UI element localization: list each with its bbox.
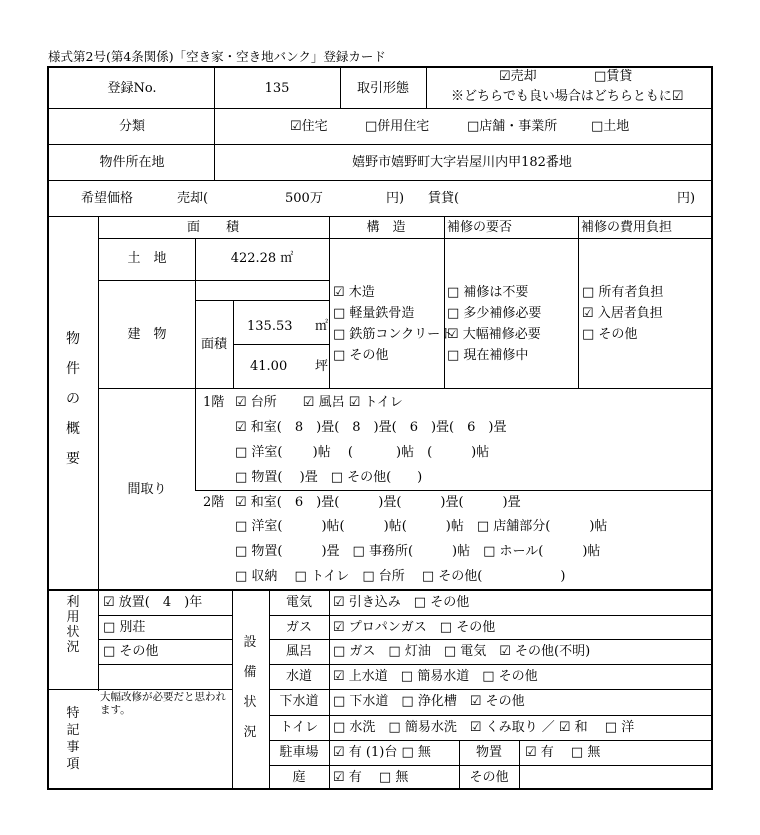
- cost-owner-checkbox[interactable]: □ 所有者負担: [582, 285, 664, 300]
- parking-label: 駐車場: [279, 745, 319, 760]
- reg-no-value: 135: [264, 81, 290, 96]
- equipment-label-bath: 風呂: [285, 644, 313, 659]
- floor2-line: □ 洋室( )帖( )帖( )帖 □ 店舗部分( )帖: [235, 519, 608, 534]
- structure-other-checkbox[interactable]: □ その他: [333, 348, 389, 363]
- price-label: 希望価格: [81, 191, 134, 206]
- trade-rent-checkbox[interactable]: □賃貸: [594, 69, 633, 84]
- building-area-m2: 135.53: [247, 319, 293, 334]
- usage-villa-checkbox[interactable]: □ 別荘: [103, 620, 146, 635]
- reg-no-label: 登録No.: [107, 81, 157, 96]
- other-label: その他: [469, 770, 509, 785]
- repair-none-checkbox[interactable]: □ 補修は不要: [447, 285, 529, 300]
- trade-note: ※どちらでも良い場合はどちらともに☑: [451, 89, 684, 104]
- floor1-label: 1階: [203, 395, 225, 410]
- layout-label: 間取り: [127, 482, 167, 497]
- location-value: 嬉野市嬉野町大字岩屋川内甲182番地: [352, 155, 572, 170]
- equipment-label-water: 水道: [285, 669, 313, 684]
- floor1-line: ☑ 和室( 8 )畳( 8 )畳( 6 )畳( 6 )畳: [235, 420, 507, 435]
- garden-label: 庭: [292, 770, 306, 785]
- unit-tsubo: 坪: [315, 359, 329, 374]
- overview-label: 物件の概要: [66, 331, 80, 467]
- floor1-line: ☑ 台所 ☑ 風呂 ☑ トイレ: [235, 395, 403, 410]
- garden-value: ☑ 有 □ 無: [333, 770, 409, 785]
- floor2-line: □ 物置( )畳 □ 事務所( )帖 □ ホール( )帖: [235, 544, 601, 559]
- building-label: 建 物: [127, 327, 167, 342]
- repair-minor-checkbox[interactable]: □ 多少補修必要: [447, 306, 542, 321]
- trade-sale-checkbox[interactable]: ☑売却: [499, 69, 537, 84]
- registration-card: [47, 66, 713, 790]
- equipment-label-toilet: トイレ: [279, 720, 319, 735]
- cost-tenant-checkbox[interactable]: ☑ 入居者負担: [582, 306, 663, 321]
- parking-value: ☑ 有 (1)台 □ 無: [333, 745, 431, 760]
- trade-label: 取引形態: [356, 81, 410, 96]
- equipment-label-electric: 電気: [285, 595, 313, 610]
- floor2-line: ☑ 和室( 6 )畳( )畳( )畳( )畳: [235, 495, 521, 510]
- storage-label: 物置: [475, 745, 503, 760]
- equipment-label-gas: ガス: [285, 620, 313, 635]
- structure-concrete-checkbox[interactable]: □ 鉄筋コンクリート: [333, 327, 454, 342]
- building-area-label: 面積: [200, 337, 228, 352]
- structure-header: 構 造: [366, 220, 406, 235]
- price-sale-label: 売却(: [177, 191, 209, 206]
- repair-ongoing-checkbox[interactable]: □ 現在補修中: [447, 348, 529, 363]
- cost-header: 補修の費用負担: [581, 220, 673, 235]
- floor1-line: □ 物置( )畳 □ その他( ): [235, 470, 423, 485]
- land-area: 422.28 ㎡: [230, 251, 294, 266]
- structure-steel-checkbox[interactable]: □ 軽量鉄骨造: [333, 306, 415, 321]
- unit-m2: ㎡: [315, 319, 329, 334]
- floor2-label: 2階: [203, 495, 225, 510]
- category-label: 分類: [118, 119, 146, 134]
- repair-major-checkbox[interactable]: ☑ 大幅補修必要: [447, 327, 541, 342]
- equipment-water-value: ☑ 上水道 □ 簡易水道 □ その他: [333, 669, 538, 684]
- location-label: 物件所在地: [99, 155, 165, 170]
- price-rent-label: 賃貸(: [428, 191, 460, 206]
- usage-abandoned-checkbox[interactable]: ☑ 放置( 4 )年: [103, 595, 203, 610]
- area-header: 面 積: [186, 220, 240, 235]
- storage-value: ☑ 有 □ 無: [525, 745, 601, 760]
- form-caption: 様式第2号(第4条関係)「空き家・空き地バンク」登録カード: [48, 49, 386, 64]
- equipment-electric-value: ☑ 引き込み □ その他: [333, 595, 470, 610]
- equipment-bath-value: □ ガス □ 灯油 □ 電気 ☑ その他(不明): [333, 644, 591, 659]
- category-house-checkbox[interactable]: ☑住宅: [290, 119, 328, 134]
- equipment-gas-value: ☑ プロパンガス □ その他: [333, 620, 496, 635]
- cost-other-checkbox[interactable]: □ その他: [582, 327, 638, 342]
- building-area-tsubo: 41.00: [250, 359, 288, 374]
- usage-other-checkbox[interactable]: □ その他: [103, 644, 159, 659]
- floor1-line: □ 洋室( )帖 ( )帖 ( )帖: [235, 445, 490, 460]
- floor2-line: □ 収納 □ トイレ □ 台所 □ その他( ): [235, 569, 566, 584]
- notes-text: 大幅改修が必要だと思われます。: [100, 691, 226, 716]
- category-store-checkbox[interactable]: □店舗・事業所: [467, 119, 558, 134]
- equipment-label-sewer: 下水道: [279, 694, 319, 709]
- category-land-checkbox[interactable]: □土地: [591, 119, 630, 134]
- price-rent-unit: 円): [677, 191, 696, 206]
- equipment-sewer-value: □ 下水道 □ 浄化槽 ☑ その他: [333, 694, 525, 709]
- repair-header: 補修の要否: [447, 220, 513, 235]
- notes-label: 特記事項: [66, 706, 80, 772]
- price-sale-unit: 円): [386, 191, 405, 206]
- structure-wood-checkbox[interactable]: ☑ 木造: [333, 285, 375, 300]
- equipment-label: 設備状況: [243, 635, 257, 740]
- equipment-toilet-value: □ 水洗 □ 簡易水洗 ☑ くみ取り ／ ☑ 和 □ 洋: [333, 720, 635, 735]
- land-label: 土 地: [127, 251, 167, 266]
- price-sale-value: 500万: [285, 191, 323, 206]
- category-mixed-checkbox[interactable]: □併用住宅: [365, 119, 430, 134]
- usage-label: 利用状況: [66, 595, 80, 655]
